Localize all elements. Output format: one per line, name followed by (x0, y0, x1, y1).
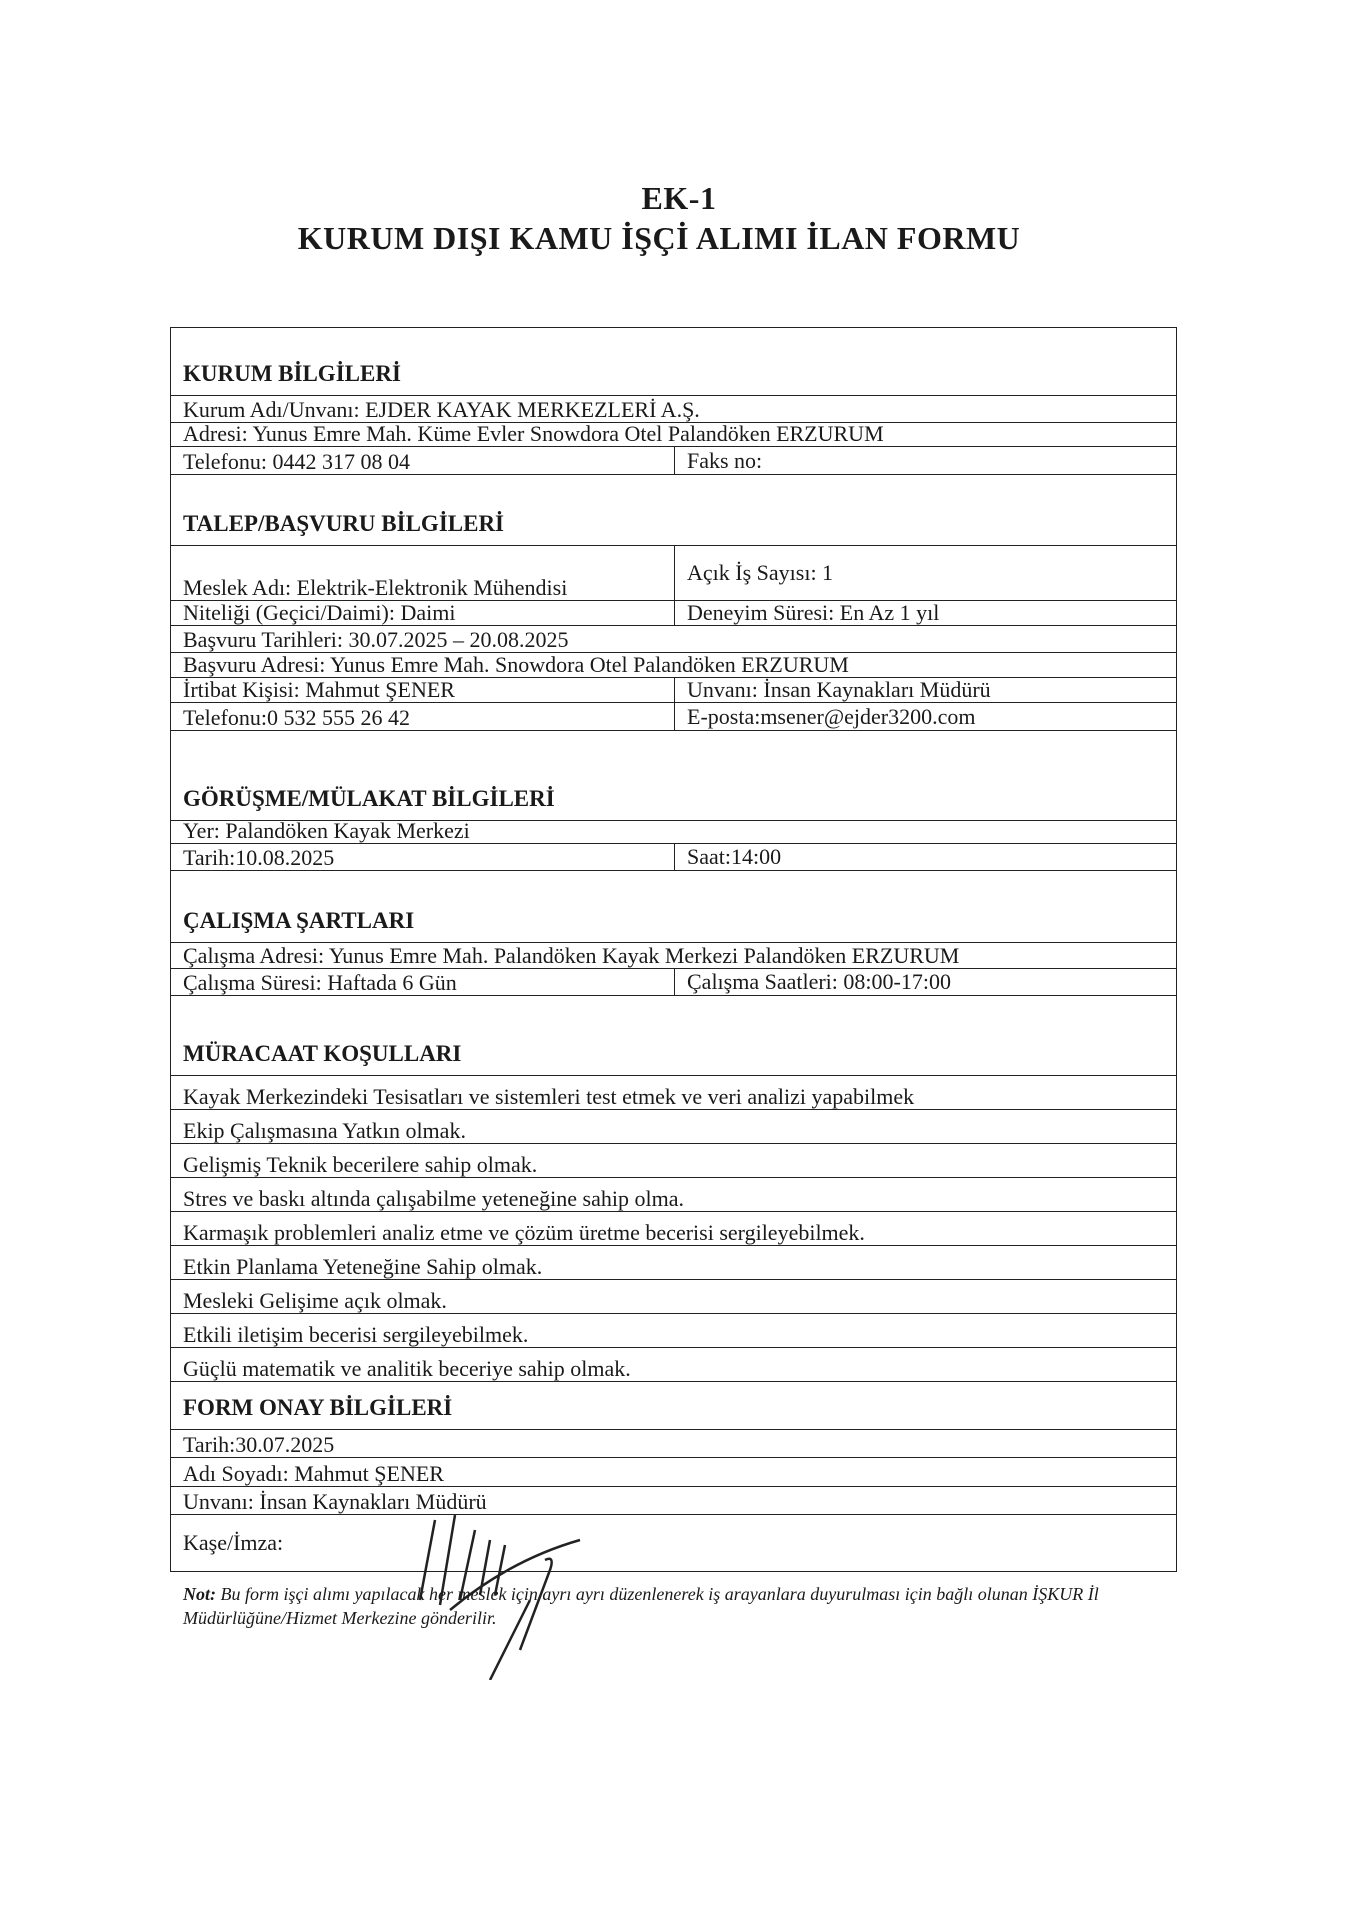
condition-text: Güçlü matematik ve analitik beceriye sahip olmak. (183, 1356, 631, 1381)
condition-text: Mesleki Gelişime açık olmak. (183, 1288, 447, 1313)
condition-row (171, 1076, 1176, 1110)
section-mulakat-heading: GÖRÜŞME/MÜLAKAT BİLGİLERİ (171, 731, 1176, 821)
note-label: Not: (183, 1584, 216, 1604)
contact-phone: Telefonu:0 532 555 26 42 (183, 705, 410, 730)
institution-address: Adresi: Yunus Emre Mah. Küme Evler Snowdora Otel Palandöken ERZURUM (183, 421, 884, 446)
contact-title: Unvanı: İnsan Kaynakları Müdürü (674, 678, 1176, 702)
section-calisma-heading: ÇALIŞMA ŞARTLARI (171, 871, 1176, 943)
condition-row (171, 1212, 1176, 1246)
section-muracaat-heading: MÜRACAAT KOŞULLARI (171, 996, 1176, 1076)
work-duration: Çalışma Süresi: Haftada 6 Gün (183, 970, 457, 995)
profession: Meslek Adı: Elektrik-Elektronik Mühendisi (183, 575, 568, 600)
section-kurum-heading: KURUM BİLGİLERİ (171, 328, 1176, 396)
institution-name: Kurum Adı/Unvanı: EJDER KAYAK MERKEZLERİ A.Ş. (183, 397, 700, 422)
approver-title: Unvanı: İnsan Kaynakları Müdürü (183, 1489, 487, 1514)
condition-row (171, 1280, 1176, 1314)
section-onay-heading: FORM ONAY BİLGİLERİ (171, 1382, 1176, 1430)
application-address: Başvuru Adresi: Yunus Emre Mah. Snowdora Otel Palandöken ERZURUM (183, 652, 849, 677)
condition-text: Etkin Planlama Yeteneğine Sahip olmak. (183, 1254, 543, 1279)
institution-fax: Faks no: (674, 447, 1176, 474)
annex-label: EK-1 (641, 180, 717, 216)
note-text: Bu form işçi alımı yapılacak her meslek için ayrı ayrı düzenlenerek iş arayanlara duyurulması için bağlı olunan İŞKUR İl Müdürlüğüne/Hizmet Merkezine gönderilir. (183, 1584, 1099, 1628)
interview-place: Yer: Palandöken Kayak Merkezi (183, 818, 470, 843)
condition-text: Karmaşık problemleri analiz etme ve çözüm üretme becerisi sergileyebilmek. (183, 1220, 865, 1245)
work-hours: Çalışma Saatleri: 08:00-17:00 (674, 969, 1176, 995)
application-dates: Başvuru Tarihleri: 30.07.2025 – 20.08.2025 (183, 627, 569, 652)
interview-date: Tarih:10.08.2025 (183, 845, 335, 870)
stamp-signature-label: Kaşe/İmza: (183, 1530, 284, 1555)
condition-text: Kayak Merkezindeki Tesisatları ve sistemleri test etmek ve veri analizi yapabilmek (183, 1084, 915, 1109)
experience: Deneyim Süresi: En Az 1 yıl (674, 601, 1176, 625)
footnote (183, 1582, 1193, 1630)
condition-row (171, 1110, 1176, 1144)
job-nature: Niteliği (Geçici/Daimi): Daimi (183, 600, 456, 625)
open-positions: Açık İş Sayısı: 1 (674, 546, 1176, 600)
condition-row (171, 1314, 1176, 1348)
condition-text: Stres ve baskı altında çalışabilme yeteneğine sahip olma. (183, 1186, 684, 1211)
job-posting-form (170, 327, 1177, 1572)
contact-email: E-posta:msener@ejder3200.com (674, 703, 1176, 730)
section-talep-heading: TALEP/BAŞVURU BİLGİLERİ (171, 475, 1176, 546)
condition-text: Gelişmiş Teknik becerilere sahip olmak. (183, 1152, 538, 1177)
work-address: Çalışma Adresi: Yunus Emre Mah. Palandöken Kayak Merkezi Palandöken ERZURUM (183, 943, 960, 968)
condition-text: Ekip Çalışmasına Yatkın olmak. (183, 1118, 466, 1143)
condition-row (171, 1144, 1176, 1178)
institution-phone: Telefonu: 0442 317 08 04 (183, 449, 410, 474)
interview-time: Saat:14:00 (674, 844, 1176, 870)
approval-date: Tarih:30.07.2025 (183, 1432, 335, 1457)
condition-text: Etkili iletişim becerisi sergileyebilmek. (183, 1322, 529, 1347)
approver-name: Adı Soyadı: Mahmut ŞENER (183, 1461, 444, 1486)
contact-person: İrtibat Kişisi: Mahmut ŞENER (183, 677, 455, 702)
condition-row (171, 1348, 1176, 1382)
form-title: KURUM DIŞI KAMU İŞÇİ ALIMI İLAN FORMU (297, 220, 1021, 256)
condition-row (171, 1246, 1176, 1280)
condition-row (171, 1178, 1176, 1212)
